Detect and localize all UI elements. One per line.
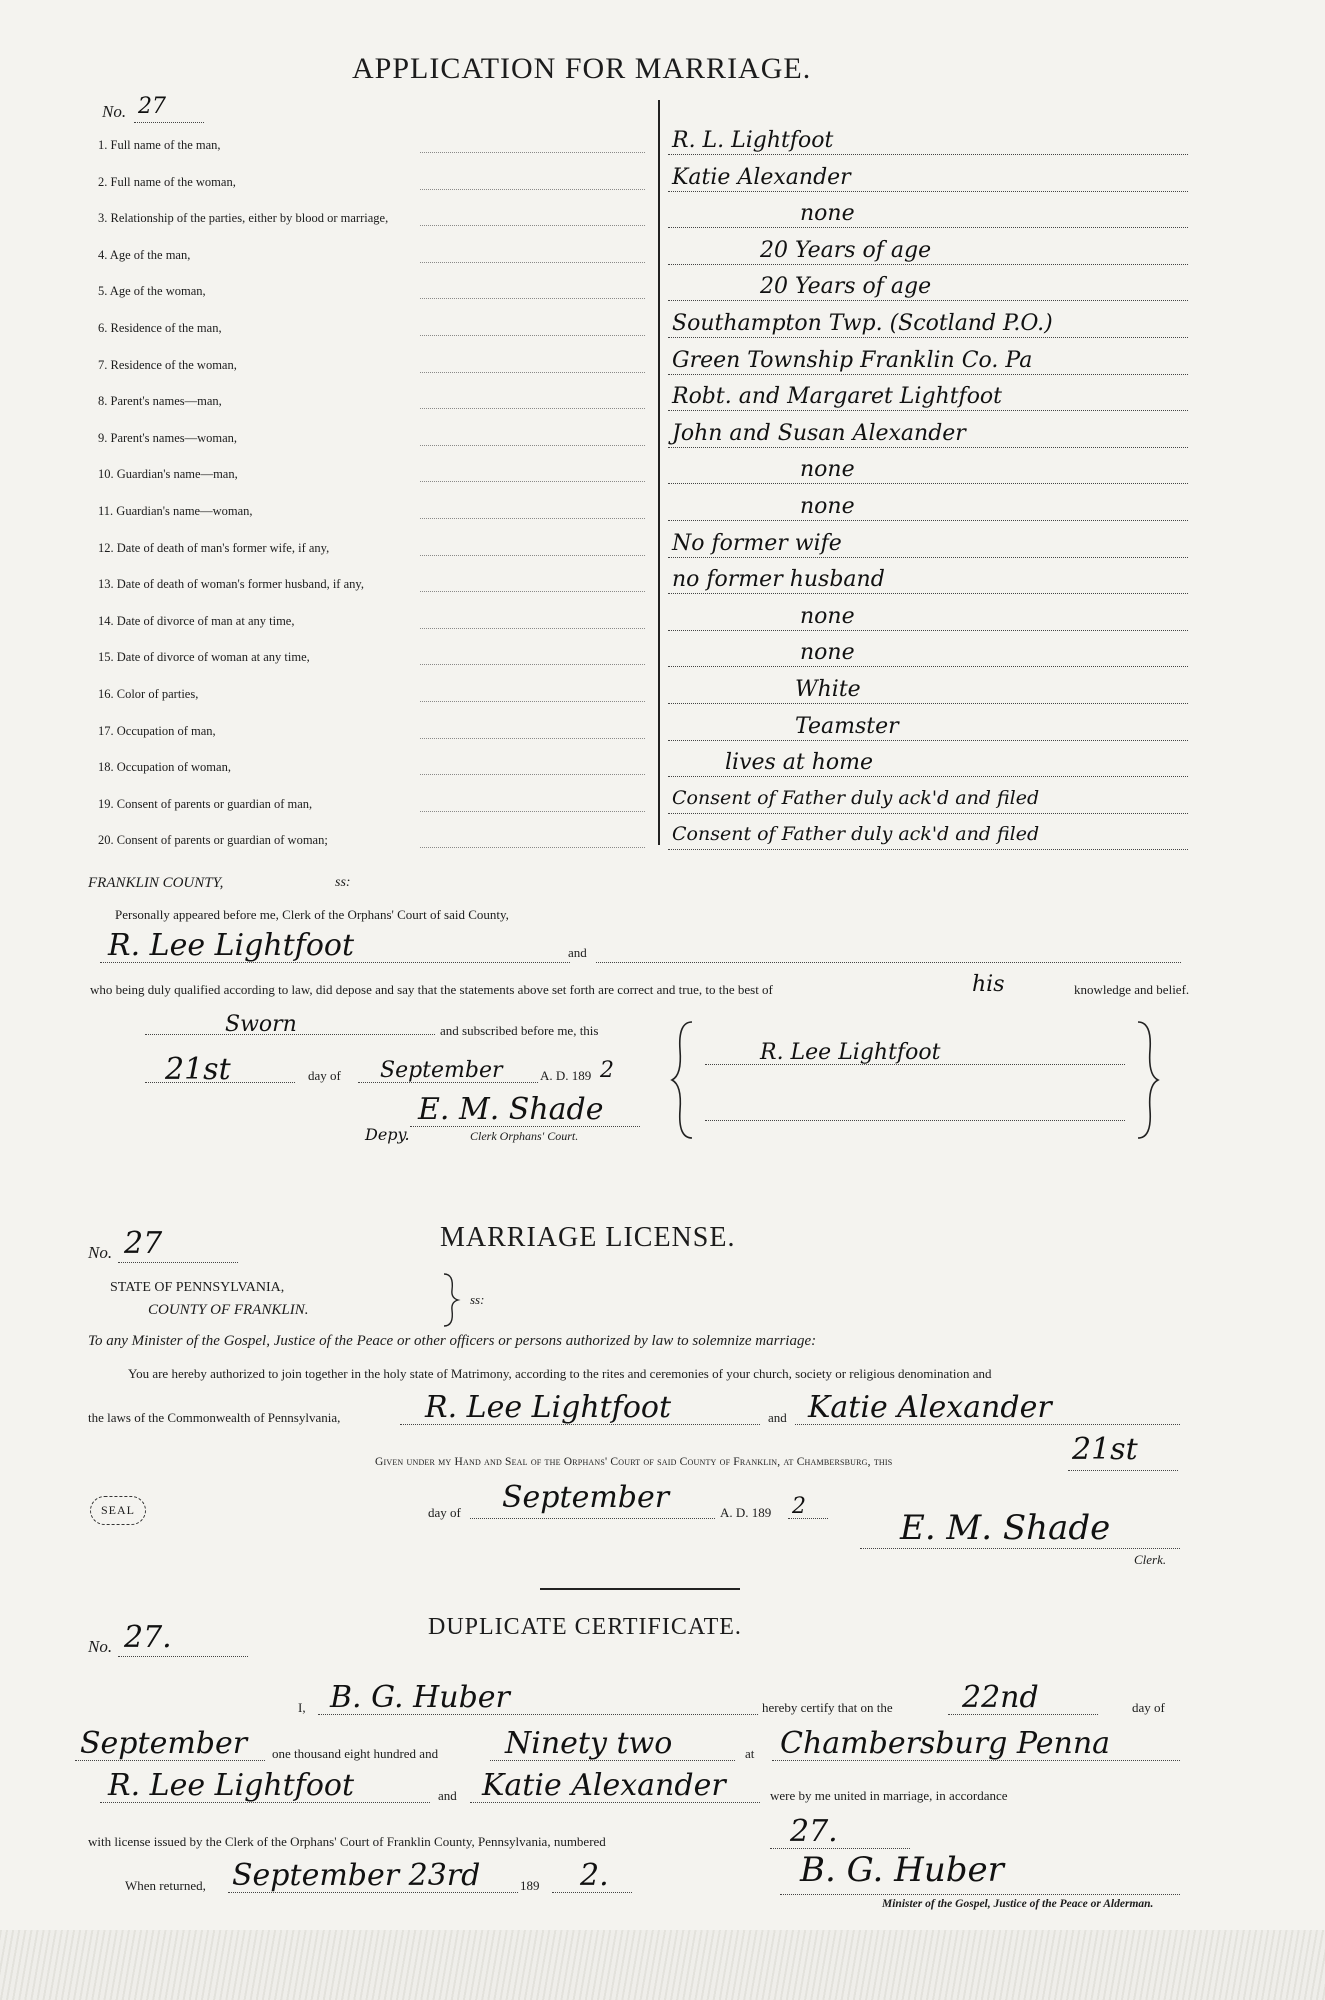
application-row-value: none xyxy=(800,201,855,226)
application-row-value: No former wife xyxy=(672,531,842,556)
license-bride-line xyxy=(795,1424,1180,1425)
affidavit-month: September xyxy=(380,1058,503,1083)
application-row-value-line xyxy=(668,410,1188,411)
affidavit-county: FRANKLIN COUNTY, xyxy=(88,875,224,891)
certificate-year-words: Ninety two xyxy=(505,1726,673,1761)
application-row-value-line xyxy=(668,666,1188,667)
license-authorize-text: You are hereby authorized to join together in the holy state of Matrimony, according to the rites and ceremonies of your church, society or religious denomination and xyxy=(128,1366,992,1381)
application-row-value: R. L. Lightfoot xyxy=(672,128,834,153)
certificate-returned-year-digit: 2. xyxy=(580,1858,609,1893)
application-row-value: Robt. and Margaret Lightfoot xyxy=(672,384,1003,409)
application-row-leader xyxy=(420,262,645,263)
application-row-value: none xyxy=(800,640,855,665)
certificate-year-line xyxy=(490,1760,735,1761)
affidavit-brace-left xyxy=(670,1020,700,1140)
license-month-line xyxy=(470,1518,715,1519)
affidavit-month-line xyxy=(358,1082,538,1083)
application-row-leader xyxy=(420,591,645,592)
affidavit-pronoun: his xyxy=(972,972,1005,997)
application-row-leader xyxy=(420,189,645,190)
certificate-day: 22nd xyxy=(962,1680,1039,1715)
application-row-value: Katie Alexander xyxy=(672,165,851,190)
license-number: 27 xyxy=(124,1226,163,1261)
application-row-leader xyxy=(420,738,645,739)
license-year-line xyxy=(788,1518,828,1519)
certificate-returned-label: When returned, xyxy=(125,1878,206,1893)
affidavit-name-line xyxy=(100,962,570,963)
certificate-bride-line xyxy=(470,1802,760,1803)
certificate-returned-year-line xyxy=(552,1892,632,1893)
application-row-value-line xyxy=(668,264,1188,265)
application-row-value: Green Township Franklin Co. Pa xyxy=(672,348,1033,373)
certificate-place: Chambersburg Penna xyxy=(780,1726,1111,1761)
application-row-leader xyxy=(420,298,645,299)
certificate-officiant-line xyxy=(318,1714,758,1715)
certificate-groom: R. Lee Lightfoot xyxy=(108,1768,355,1803)
affidavit-sworn: Sworn xyxy=(225,1012,297,1037)
application-row-leader xyxy=(420,372,645,373)
certificate-day-of-label: day of xyxy=(1132,1700,1165,1715)
application-row-value-line xyxy=(668,447,1188,448)
application-row-value-line xyxy=(668,630,1188,631)
certificate-groom-line xyxy=(100,1802,430,1803)
license-divider xyxy=(540,1588,740,1590)
affidavit-day-line xyxy=(145,1082,295,1083)
application-row-label: 11. Guardian's name—woman, xyxy=(98,504,253,518)
application-row-value-line xyxy=(668,483,1188,484)
application-row-value: none xyxy=(800,604,855,629)
application-row-leader xyxy=(420,481,645,482)
application-row-value-line xyxy=(668,154,1188,155)
application-row-value: Consent of Father duly ack'd and filed xyxy=(672,787,1040,809)
certificate-title: DUPLICATE CERTIFICATE. xyxy=(428,1614,742,1640)
certificate-day-line xyxy=(948,1714,1098,1715)
application-row-value-line xyxy=(668,557,1188,558)
license-given-day: 21st xyxy=(1072,1432,1138,1467)
application-row-value-line xyxy=(668,740,1188,741)
affidavit-knowledge-text: knowledge and belief. xyxy=(1074,982,1190,997)
application-row-leader xyxy=(420,152,645,153)
affidavit-appeared-text: Personally appeared before me, Clerk of the Orphans' Court of said County, xyxy=(115,907,509,922)
application-row-value: 20 Years of age xyxy=(760,238,932,263)
certificate-united-text: were by me united in marriage, in accordance xyxy=(770,1788,1008,1803)
license-number-label: No. xyxy=(88,1243,113,1262)
certificate-returned-line xyxy=(228,1892,518,1893)
application-row-value: John and Susan Alexander xyxy=(672,421,966,446)
application-row-leader xyxy=(420,664,645,665)
application-row-leader xyxy=(420,335,645,336)
application-row-value-line xyxy=(668,813,1188,814)
application-row-value: no former husband xyxy=(672,567,885,592)
affidavit-day: 21st xyxy=(165,1052,231,1087)
license-clerk-line xyxy=(860,1548,1180,1549)
application-row-leader xyxy=(420,774,645,775)
license-county: COUNTY OF FRANKLIN. xyxy=(148,1302,309,1318)
certificate-signature-line xyxy=(780,1894,1180,1895)
license-and-label: and xyxy=(768,1410,787,1425)
affidavit-and-label: and xyxy=(568,945,587,960)
license-given-day-line xyxy=(1068,1470,1178,1471)
license-day-of-label: day of xyxy=(428,1505,461,1520)
application-number-label: No. xyxy=(102,102,127,121)
license-title: MARRIAGE LICENSE. xyxy=(440,1222,736,1253)
application-row-label: 16. Color of parties, xyxy=(98,687,199,701)
application-number: 27 xyxy=(138,94,166,119)
license-year-digit: 2 xyxy=(792,1494,806,1519)
application-row-label: 19. Consent of parents or guardian of man, xyxy=(98,797,313,811)
license-bride: Katie Alexander xyxy=(808,1390,1052,1425)
license-laws-text: the laws of the Commonwealth of Pennsylvania, xyxy=(88,1410,341,1425)
certificate-i-label: I, xyxy=(298,1700,306,1715)
affidavit-clerk-label: Clerk Orphans' Court. xyxy=(470,1129,579,1143)
application-row-value: Southampton Twp. (Scotland P.O.) xyxy=(672,311,1053,336)
application-title: APPLICATION FOR MARRIAGE. xyxy=(352,52,812,85)
application-row-label: 9. Parent's names—woman, xyxy=(98,431,238,445)
certificate-certify-text: hereby certify that on the xyxy=(762,1700,893,1715)
affidavit-second-name-line xyxy=(596,962,1181,963)
application-row-label: 3. Relationship of the parties, either by blood or marriage, xyxy=(98,211,389,225)
license-clerk-label: Clerk. xyxy=(1134,1552,1167,1567)
certificate-returned-year-prefix: 189 xyxy=(520,1878,540,1893)
application-row-label: 12. Date of death of man's former wife, if any, xyxy=(98,541,330,555)
application-row-leader xyxy=(420,555,645,556)
affidavit-applicant-signature: R. Lee Lightfoot xyxy=(760,1040,941,1065)
certificate-officiant-signature: B. G. Huber xyxy=(800,1850,1004,1890)
certificate-license-number: 27. xyxy=(790,1814,838,1849)
application-row-leader xyxy=(420,847,645,848)
application-row-value-line xyxy=(668,191,1188,192)
application-row-leader xyxy=(420,518,645,519)
certificate-thousand-text: one thousand eight hundred and xyxy=(272,1746,439,1761)
application-row-value-line xyxy=(668,227,1188,228)
application-row-value-line xyxy=(668,703,1188,704)
application-row-value-line xyxy=(668,520,1188,521)
affidavit-year-digit: 2 xyxy=(600,1058,614,1083)
application-row-label: 5. Age of the woman, xyxy=(98,284,206,298)
application-row-label: 15. Date of divorce of woman at any time, xyxy=(98,650,310,664)
application-row-value: Consent of Father duly ack'd and filed xyxy=(672,823,1040,845)
affidavit-day-of-label: day of xyxy=(308,1068,341,1083)
license-ss: ss: xyxy=(470,1292,485,1307)
application-row-value-line xyxy=(668,593,1188,594)
affidavit-appeared-name: R. Lee Lightfoot xyxy=(108,928,355,963)
certificate-number-line xyxy=(118,1656,248,1657)
affidavit-ss: ss: xyxy=(335,875,351,890)
affidavit-subscribed-text: and subscribed before me, this xyxy=(440,1023,599,1038)
certificate-license-text: with license issued by the Clerk of the Orphans' Court of Franklin County, Pennsylvania, numbered xyxy=(88,1834,606,1849)
application-row-label: 4. Age of the man, xyxy=(98,248,191,262)
application-row-label: 1. Full name of the man, xyxy=(98,138,221,152)
license-address: To any Minister of the Gospel, Justice of the Peace or other officers or persons authorized by law to solemnize marriage: xyxy=(88,1333,817,1349)
certificate-number-label: No. xyxy=(88,1637,113,1656)
application-row-leader xyxy=(420,628,645,629)
license-number-line xyxy=(118,1262,238,1263)
certificate-number: 27. xyxy=(124,1620,172,1655)
application-row-value-line xyxy=(668,374,1188,375)
certificate-minister-label: Minister of the Gospel, Justice of the Peace or Alderman. xyxy=(882,1898,1154,1910)
application-row-label: 10. Guardian's name—man, xyxy=(98,467,238,481)
application-row-label: 6. Residence of the man, xyxy=(98,321,222,335)
affidavit-signature-line-2 xyxy=(705,1120,1125,1121)
application-row-value: Teamster xyxy=(795,714,899,739)
application-row-leader xyxy=(420,811,645,812)
affidavit-signature-line-1 xyxy=(705,1064,1125,1065)
license-seal: SEAL xyxy=(90,1496,146,1525)
certificate-month-line xyxy=(75,1760,265,1761)
application-row-value: none xyxy=(800,457,855,482)
license-groom-line xyxy=(400,1424,760,1425)
license-ad-label: A. D. 189 xyxy=(720,1505,772,1520)
affidavit-clerk-line xyxy=(410,1126,640,1127)
certificate-officiant: B. G. Huber xyxy=(330,1680,510,1715)
application-row-value: White xyxy=(795,677,861,702)
application-row-value: none xyxy=(800,494,855,519)
affidavit-brace-right xyxy=(1132,1020,1162,1140)
certificate-month: September xyxy=(80,1726,248,1761)
application-row-label: 17. Occupation of man, xyxy=(98,724,216,738)
application-row-leader xyxy=(420,408,645,409)
affidavit-deposed-text: who being duly qualified according to law, did depose and say that the statements above set forth are correct and true, to the best of xyxy=(90,982,773,997)
certificate-and-label: and xyxy=(438,1788,457,1803)
application-value-rule xyxy=(658,100,660,845)
license-given-text: Given under my Hand and Seal of the Orphans' Court of said County of Franklin, at Chambersburg, this xyxy=(375,1456,893,1468)
application-row-value-line xyxy=(668,849,1188,850)
affidavit-clerk-signature: E. M. Shade xyxy=(418,1092,604,1127)
application-row-leader xyxy=(420,225,645,226)
certificate-bride: Katie Alexander xyxy=(482,1768,726,1803)
application-row-value: 20 Years of age xyxy=(760,274,932,299)
application-row-label: 13. Date of death of woman's former husband, if any, xyxy=(98,577,364,591)
affidavit-sworn-line xyxy=(145,1034,435,1035)
certificate-place-line xyxy=(772,1760,1180,1761)
affidavit-deputy: Depy. xyxy=(365,1125,410,1144)
application-row-label: 18. Occupation of woman, xyxy=(98,760,231,774)
license-groom: R. Lee Lightfoot xyxy=(425,1390,672,1425)
application-row-label: 8. Parent's names—man, xyxy=(98,394,222,408)
license-state: STATE OF PENNSYLVANIA, xyxy=(110,1280,285,1295)
license-brace xyxy=(440,1272,462,1328)
certificate-at-label: at xyxy=(745,1746,755,1761)
application-row-value-line xyxy=(668,300,1188,301)
certificate-returned-date: September 23rd xyxy=(232,1858,481,1893)
application-number-line xyxy=(134,122,204,123)
application-row-value-line xyxy=(668,776,1188,777)
bottom-paper-texture xyxy=(0,1930,1325,2000)
application-row-label: 2. Full name of the woman, xyxy=(98,175,236,189)
application-row-label: 20. Consent of parents or guardian of woman; xyxy=(98,833,328,847)
affidavit-ad-label: A. D. 189 xyxy=(540,1068,592,1083)
application-row-label: 7. Residence of the woman, xyxy=(98,358,237,372)
application-row-leader xyxy=(420,445,645,446)
license-clerk-signature: E. M. Shade xyxy=(900,1508,1111,1548)
application-row-label: 14. Date of divorce of man at any time, xyxy=(98,614,295,628)
certificate-license-number-line xyxy=(770,1848,910,1849)
license-month: September xyxy=(502,1480,670,1515)
application-row-value: lives at home xyxy=(725,750,874,775)
application-row-leader xyxy=(420,701,645,702)
application-row-value-line xyxy=(668,337,1188,338)
